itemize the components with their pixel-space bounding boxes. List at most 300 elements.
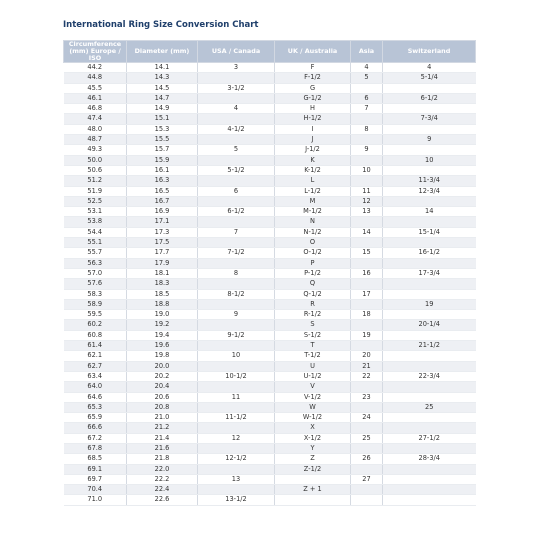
chart-title: International Ring Size Conversion Chart: [63, 20, 259, 30]
cell-uk-australia: T: [275, 341, 351, 351]
table-row: [64, 186, 476, 196]
cell-usa-canada: 8: [198, 268, 275, 278]
cell-switzerland: 19: [383, 299, 476, 309]
cell-diameter: 15.3: [127, 124, 198, 134]
cell-uk-australia: R-1/2: [275, 310, 351, 320]
table-row: [64, 392, 476, 402]
cell-uk-australia: N-1/2: [275, 227, 351, 237]
cell-asia: [351, 279, 383, 289]
table-row: [64, 351, 476, 361]
cell-switzerland: [383, 351, 476, 361]
cell-circumference: 53.1: [64, 207, 127, 217]
header-uk-australia: UK / Australia: [275, 41, 351, 63]
cell-asia: 7: [351, 104, 383, 114]
cell-asia: 16: [351, 268, 383, 278]
cell-uk-australia: J-1/2: [275, 145, 351, 155]
cell-circumference: 50.0: [64, 155, 127, 165]
cell-circumference: 62.1: [64, 351, 127, 361]
cell-circumference: 61.4: [64, 341, 127, 351]
cell-asia: [351, 299, 383, 309]
cell-asia: [351, 464, 383, 474]
cell-circumference: 67.8: [64, 443, 127, 453]
cell-diameter: 20.4: [127, 382, 198, 392]
cell-diameter: 16.7: [127, 196, 198, 206]
cell-diameter: 18.5: [127, 289, 198, 299]
cell-switzerland: [383, 165, 476, 175]
cell-uk-australia: H: [275, 104, 351, 114]
table-row: [64, 341, 476, 351]
cell-diameter: 22.4: [127, 485, 198, 495]
cell-uk-australia: S: [275, 320, 351, 330]
cell-asia: [351, 341, 383, 351]
cell-asia: 27: [351, 474, 383, 484]
cell-circumference: 58.9: [64, 299, 127, 309]
cell-diameter: 18.8: [127, 299, 198, 309]
table-row: [64, 83, 476, 93]
header-diameter: Diameter (mm): [127, 41, 198, 63]
cell-diameter: 20.6: [127, 392, 198, 402]
header-asia: Asia: [351, 41, 383, 63]
cell-asia: [351, 495, 383, 505]
cell-circumference: 69.7: [64, 474, 127, 484]
cell-asia: 6: [351, 93, 383, 103]
cell-circumference: 58.3: [64, 289, 127, 299]
cell-diameter: 17.5: [127, 238, 198, 248]
cell-switzerland: 6-1/2: [383, 93, 476, 103]
cell-circumference: 49.3: [64, 145, 127, 155]
cell-uk-australia: P-1/2: [275, 268, 351, 278]
cell-uk-australia: R: [275, 299, 351, 309]
cell-diameter: 20.2: [127, 371, 198, 381]
cell-switzerland: 11-3/4: [383, 176, 476, 186]
cell-circumference: 63.4: [64, 371, 127, 381]
cell-asia: [351, 258, 383, 268]
cell-usa-canada: 9-1/2: [198, 330, 275, 340]
cell-switzerland: [383, 464, 476, 474]
cell-switzerland: [383, 382, 476, 392]
cell-uk-australia: T-1/2: [275, 351, 351, 361]
table-row: [64, 227, 476, 237]
cell-uk-australia: L-1/2: [275, 186, 351, 196]
cell-uk-australia: J: [275, 135, 351, 145]
cell-usa-canada: [198, 114, 275, 124]
cell-usa-canada: 7: [198, 227, 275, 237]
cell-diameter: 21.6: [127, 443, 198, 453]
cell-circumference: 50.6: [64, 165, 127, 175]
table-row: [64, 268, 476, 278]
cell-usa-canada: 5-1/2: [198, 165, 275, 175]
table-row: [64, 279, 476, 289]
cell-usa-canada: [198, 402, 275, 412]
cell-diameter: 17.9: [127, 258, 198, 268]
cell-asia: 25: [351, 433, 383, 443]
cell-asia: [351, 217, 383, 227]
cell-asia: 4: [351, 63, 383, 73]
cell-asia: 15: [351, 248, 383, 258]
cell-asia: 12: [351, 196, 383, 206]
cell-asia: [351, 155, 383, 165]
cell-circumference: 66.6: [64, 423, 127, 433]
cell-asia: [351, 238, 383, 248]
cell-uk-australia: Z: [275, 454, 351, 464]
cell-usa-canada: [198, 279, 275, 289]
cell-asia: [351, 382, 383, 392]
cell-uk-australia: I: [275, 124, 351, 134]
cell-circumference: 71.0: [64, 495, 127, 505]
cell-uk-australia: Z + 1: [275, 485, 351, 495]
cell-diameter: 14.9: [127, 104, 198, 114]
table-row: [64, 320, 476, 330]
cell-switzerland: [383, 423, 476, 433]
cell-usa-canada: 12: [198, 433, 275, 443]
cell-uk-australia: Q: [275, 279, 351, 289]
cell-switzerland: 12-3/4: [383, 186, 476, 196]
cell-usa-canada: 4: [198, 104, 275, 114]
cell-usa-canada: [198, 258, 275, 268]
cell-asia: 13: [351, 207, 383, 217]
cell-diameter: 21.4: [127, 433, 198, 443]
cell-asia: [351, 114, 383, 124]
cell-usa-canada: 9: [198, 310, 275, 320]
cell-asia: [351, 443, 383, 453]
cell-usa-canada: 3: [198, 63, 275, 73]
cell-circumference: 60.8: [64, 330, 127, 340]
cell-diameter: 19.2: [127, 320, 198, 330]
cell-uk-australia: G-1/2: [275, 93, 351, 103]
cell-switzerland: 22-3/4: [383, 371, 476, 381]
cell-circumference: 64.6: [64, 392, 127, 402]
cell-asia: 24: [351, 413, 383, 423]
cell-circumference: 48.7: [64, 135, 127, 145]
cell-usa-canada: 6-1/2: [198, 207, 275, 217]
cell-diameter: 20.8: [127, 402, 198, 412]
cell-uk-australia: Z-1/2: [275, 464, 351, 474]
table-row: [64, 371, 476, 381]
cell-asia: 26: [351, 454, 383, 464]
cell-usa-canada: [198, 196, 275, 206]
cell-diameter: 19.4: [127, 330, 198, 340]
header-usa-canada: USA / Canada: [198, 41, 275, 63]
cell-switzerland: 14: [383, 207, 476, 217]
table-row: [64, 330, 476, 340]
table-row: [64, 176, 476, 186]
table-row: [64, 402, 476, 412]
cell-asia: [351, 320, 383, 330]
cell-diameter: 22.2: [127, 474, 198, 484]
cell-switzerland: [383, 104, 476, 114]
cell-uk-australia: [275, 495, 351, 505]
cell-uk-australia: O-1/2: [275, 248, 351, 258]
ring-size-table: [63, 40, 476, 506]
cell-diameter: 15.7: [127, 145, 198, 155]
table-row: [64, 413, 476, 423]
table-row: [64, 238, 476, 248]
cell-usa-canada: [198, 93, 275, 103]
cell-circumference: 65.9: [64, 413, 127, 423]
cell-uk-australia: F-1/2: [275, 73, 351, 83]
cell-switzerland: 4: [383, 63, 476, 73]
cell-asia: 18: [351, 310, 383, 320]
cell-asia: [351, 402, 383, 412]
cell-switzerland: [383, 124, 476, 134]
table-row: [64, 299, 476, 309]
cell-circumference: 51.2: [64, 176, 127, 186]
cell-circumference: 70.4: [64, 485, 127, 495]
table-row: [64, 310, 476, 320]
cell-circumference: 46.8: [64, 104, 127, 114]
cell-diameter: 21.2: [127, 423, 198, 433]
cell-usa-canada: 12-1/2: [198, 454, 275, 464]
cell-uk-australia: F: [275, 63, 351, 73]
table-row: [64, 135, 476, 145]
cell-circumference: 62.7: [64, 361, 127, 371]
table-row: [64, 124, 476, 134]
cell-circumference: 56.3: [64, 258, 127, 268]
table-row: [64, 464, 476, 474]
cell-diameter: 20.0: [127, 361, 198, 371]
cell-asia: 22: [351, 371, 383, 381]
cell-switzerland: [383, 83, 476, 93]
cell-switzerland: 25: [383, 402, 476, 412]
cell-uk-australia: [275, 474, 351, 484]
cell-usa-canada: 13-1/2: [198, 495, 275, 505]
table-row: [64, 443, 476, 453]
cell-asia: 5: [351, 73, 383, 83]
cell-diameter: 18.3: [127, 279, 198, 289]
table-row: [64, 495, 476, 505]
table-row: [64, 485, 476, 495]
cell-circumference: 57.0: [64, 268, 127, 278]
cell-switzerland: [383, 196, 476, 206]
cell-diameter: 19.6: [127, 341, 198, 351]
cell-uk-australia: V: [275, 382, 351, 392]
cell-switzerland: [383, 310, 476, 320]
cell-diameter: 15.1: [127, 114, 198, 124]
cell-circumference: 51.9: [64, 186, 127, 196]
cell-uk-australia: V-1/2: [275, 392, 351, 402]
cell-asia: 20: [351, 351, 383, 361]
cell-circumference: 69.1: [64, 464, 127, 474]
cell-uk-australia: L: [275, 176, 351, 186]
table-row: [64, 454, 476, 464]
cell-uk-australia: X-1/2: [275, 433, 351, 443]
cell-circumference: 44.2: [64, 63, 127, 73]
cell-diameter: 17.3: [127, 227, 198, 237]
cell-uk-australia: X: [275, 423, 351, 433]
cell-circumference: 68.5: [64, 454, 127, 464]
cell-switzerland: 15-1/4: [383, 227, 476, 237]
table-row: [64, 382, 476, 392]
cell-usa-canada: [198, 423, 275, 433]
cell-usa-canada: 10: [198, 351, 275, 361]
cell-diameter: 17.7: [127, 248, 198, 258]
header-circumference: Circumference (mm) Europe / ISO: [64, 41, 127, 63]
cell-switzerland: [383, 330, 476, 340]
cell-uk-australia: O: [275, 238, 351, 248]
cell-uk-australia: P: [275, 258, 351, 268]
cell-usa-canada: 7-1/2: [198, 248, 275, 258]
cell-usa-canada: 11-1/2: [198, 413, 275, 423]
cell-switzerland: 5-1/4: [383, 73, 476, 83]
cell-usa-canada: 6: [198, 186, 275, 196]
cell-uk-australia: G: [275, 83, 351, 93]
cell-circumference: 59.5: [64, 310, 127, 320]
cell-diameter: 16.5: [127, 186, 198, 196]
cell-usa-canada: [198, 485, 275, 495]
table-row: [64, 433, 476, 443]
cell-circumference: 55.7: [64, 248, 127, 258]
cell-usa-canada: [198, 382, 275, 392]
cell-uk-australia: Q-1/2: [275, 289, 351, 299]
cell-switzerland: 17-3/4: [383, 268, 476, 278]
cell-diameter: 15.5: [127, 135, 198, 145]
table-row: [64, 155, 476, 165]
cell-uk-australia: N: [275, 217, 351, 227]
cell-switzerland: 16-1/2: [383, 248, 476, 258]
cell-diameter: 22.0: [127, 464, 198, 474]
cell-diameter: 17.1: [127, 217, 198, 227]
cell-asia: [351, 135, 383, 145]
cell-switzerland: [383, 145, 476, 155]
cell-diameter: 15.9: [127, 155, 198, 165]
table-row: [64, 73, 476, 83]
cell-switzerland: 21-1/2: [383, 341, 476, 351]
cell-uk-australia: K: [275, 155, 351, 165]
cell-usa-canada: 10-1/2: [198, 371, 275, 381]
cell-switzerland: [383, 258, 476, 268]
cell-diameter: 21.0: [127, 413, 198, 423]
cell-switzerland: [383, 413, 476, 423]
table-row: [64, 289, 476, 299]
header-row: [64, 41, 476, 63]
cell-asia: [351, 423, 383, 433]
cell-uk-australia: W: [275, 402, 351, 412]
cell-switzerland: [383, 289, 476, 299]
cell-circumference: 54.4: [64, 227, 127, 237]
cell-diameter: 19.8: [127, 351, 198, 361]
table-row: [64, 207, 476, 217]
cell-asia: 10: [351, 165, 383, 175]
cell-circumference: 64.0: [64, 382, 127, 392]
cell-usa-canada: 8-1/2: [198, 289, 275, 299]
cell-usa-canada: [198, 299, 275, 309]
cell-usa-canada: [198, 176, 275, 186]
table-row: [64, 145, 476, 155]
cell-usa-canada: 4-1/2: [198, 124, 275, 134]
cell-uk-australia: H-1/2: [275, 114, 351, 124]
cell-asia: 11: [351, 186, 383, 196]
cell-switzerland: [383, 217, 476, 227]
cell-switzerland: [383, 485, 476, 495]
cell-circumference: 46.1: [64, 93, 127, 103]
cell-switzerland: 10: [383, 155, 476, 165]
cell-circumference: 48.0: [64, 124, 127, 134]
cell-uk-australia: U: [275, 361, 351, 371]
table-row: [64, 63, 476, 73]
cell-uk-australia: M: [275, 196, 351, 206]
cell-diameter: 16.1: [127, 165, 198, 175]
cell-asia: 23: [351, 392, 383, 402]
cell-diameter: 14.5: [127, 83, 198, 93]
cell-usa-canada: 3-1/2: [198, 83, 275, 93]
cell-asia: [351, 83, 383, 93]
cell-usa-canada: [198, 238, 275, 248]
cell-circumference: 67.2: [64, 433, 127, 443]
cell-diameter: 16.3: [127, 176, 198, 186]
cell-usa-canada: [198, 464, 275, 474]
table-row: [64, 248, 476, 258]
table-row: [64, 474, 476, 484]
cell-usa-canada: 11: [198, 392, 275, 402]
table-row: [64, 104, 476, 114]
cell-diameter: 22.6: [127, 495, 198, 505]
cell-usa-canada: [198, 135, 275, 145]
cell-uk-australia: M-1/2: [275, 207, 351, 217]
cell-switzerland: [383, 474, 476, 484]
cell-circumference: 44.8: [64, 73, 127, 83]
cell-usa-canada: 13: [198, 474, 275, 484]
cell-usa-canada: [198, 155, 275, 165]
table-body: [64, 63, 476, 506]
cell-uk-australia: Y: [275, 443, 351, 453]
cell-switzerland: [383, 361, 476, 371]
cell-usa-canada: [198, 341, 275, 351]
cell-switzerland: 9: [383, 135, 476, 145]
cell-usa-canada: 5: [198, 145, 275, 155]
cell-circumference: 52.5: [64, 196, 127, 206]
cell-diameter: 18.1: [127, 268, 198, 278]
cell-uk-australia: W-1/2: [275, 413, 351, 423]
cell-switzerland: 27-1/2: [383, 433, 476, 443]
cell-circumference: 57.6: [64, 279, 127, 289]
table-row: [64, 114, 476, 124]
cell-usa-canada: [198, 73, 275, 83]
cell-asia: 9: [351, 145, 383, 155]
cell-diameter: 14.3: [127, 73, 198, 83]
cell-switzerland: [383, 279, 476, 289]
table-row: [64, 361, 476, 371]
cell-asia: 21: [351, 361, 383, 371]
cell-usa-canada: [198, 217, 275, 227]
cell-switzerland: [383, 238, 476, 248]
table-row: [64, 196, 476, 206]
cell-asia: [351, 485, 383, 495]
cell-diameter: 19.0: [127, 310, 198, 320]
cell-usa-canada: [198, 361, 275, 371]
cell-asia: 19: [351, 330, 383, 340]
cell-circumference: 55.1: [64, 238, 127, 248]
cell-switzerland: [383, 495, 476, 505]
cell-diameter: 14.7: [127, 93, 198, 103]
cell-usa-canada: [198, 443, 275, 453]
cell-diameter: 21.8: [127, 454, 198, 464]
table-row: [64, 93, 476, 103]
cell-switzerland: [383, 392, 476, 402]
cell-asia: [351, 176, 383, 186]
cell-asia: 14: [351, 227, 383, 237]
cell-diameter: 16.9: [127, 207, 198, 217]
cell-circumference: 65.3: [64, 402, 127, 412]
cell-circumference: 53.8: [64, 217, 127, 227]
cell-circumference: 60.2: [64, 320, 127, 330]
cell-diameter: 14.1: [127, 63, 198, 73]
cell-switzerland: 28-3/4: [383, 454, 476, 464]
cell-switzerland: [383, 443, 476, 453]
cell-switzerland: 20-1/4: [383, 320, 476, 330]
cell-circumference: 45.5: [64, 83, 127, 93]
cell-uk-australia: S-1/2: [275, 330, 351, 340]
table-row: [64, 165, 476, 175]
